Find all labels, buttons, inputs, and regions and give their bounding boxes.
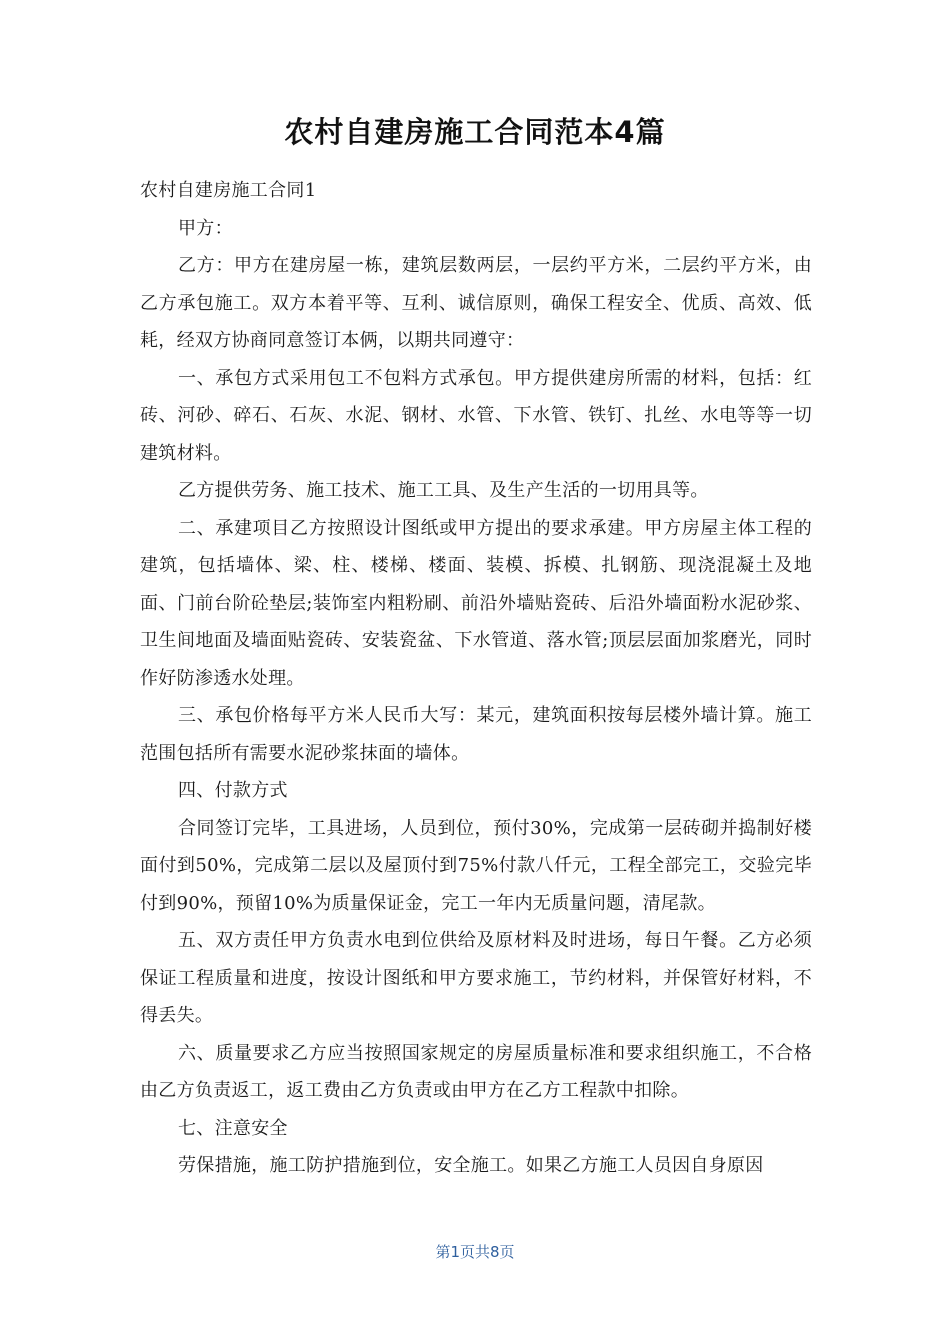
paragraph: 乙方提供劳务、施工技术、施工工具、及生产生活的一切用具等。	[178, 480, 709, 501]
paragraph: 农村自建房施工合同1	[140, 180, 317, 201]
page-number: 第1页共8页	[435, 1243, 515, 1261]
document-title: 农村自建房施工合同范本4篇	[284, 115, 666, 149]
paragraph: 乙方：甲方在建房屋一栋，建筑层数两层，一层约平方米，二层约平方米，由乙方承包施工。双方本着平等、互利、诚信原则，确保工程安全、优质、高效、低耗，经双方协商同意签订本俩，以期共同遵守：	[140, 255, 812, 351]
paragraph: 一、承包方式采用包工不包料方式承包。甲方提供建房所需的材料，包括：红砖、河砂、碎石、石灰、水泥、钢材、水管、下水管、铁钉、扎丝、水电等等一切建筑材料。	[140, 367, 812, 464]
paragraph: 二、承建项目乙方按照设计图纸或甲方提出的要求承建。甲方房屋主体工程的建筑，包括墙体、梁、柱、楼梯、楼面、装模、拆模、扎钢筋、现浇混凝土及地面、门前台阶砼垫层;装饰室内粗粉刷、前沿外墙贴瓷砖、后沿外墙面粉水泥砂浆、卫生间地面及墙面贴瓷砖、安装瓷盆、下水管道、落水管;顶层层面加浆磨光，同时作好防渗透水处理。	[140, 517, 812, 689]
paragraph: 合同签订完毕，工具进场，人员到位，预付30%，完成第一层砖砌并捣制好楼面付到50%，完成第二层以及屋顶付到75%付款八仟元，工程全部完工，交验完毕付到90%，预留10%为质量保证金，完工一年内无质量问题，清尾款。	[140, 817, 812, 914]
paragraph: 五、双方责任甲方负责水电到位供给及原材料及时进场，每日午餐。乙方必须保证工程质量和进度，按设计图纸和甲方要求施工，节约材料，并保管好材料，不得丢失。	[140, 930, 812, 1026]
paragraph: 三、承包价格每平方米人民币大写：某元，建筑面积按每层楼外墙计算。施工范围包括所有需要水泥砂浆抹面的墙体。	[140, 705, 812, 764]
paragraph: 六、质量要求乙方应当按照国家规定的房屋质量标准和要求组织施工，不合格由乙方负责返工，返工费由乙方负责或由甲方在乙方工程款中扣除。	[140, 1042, 812, 1101]
paragraph: 劳保措施，施工防护措施到位，安全施工。如果乙方施工人员因自身原因	[178, 1155, 764, 1176]
document-body	[140, 172, 812, 1185]
paragraph: 甲方：	[178, 217, 233, 239]
paragraph: 七、注意安全	[178, 1117, 288, 1139]
paragraph: 四、付款方式	[178, 780, 288, 801]
